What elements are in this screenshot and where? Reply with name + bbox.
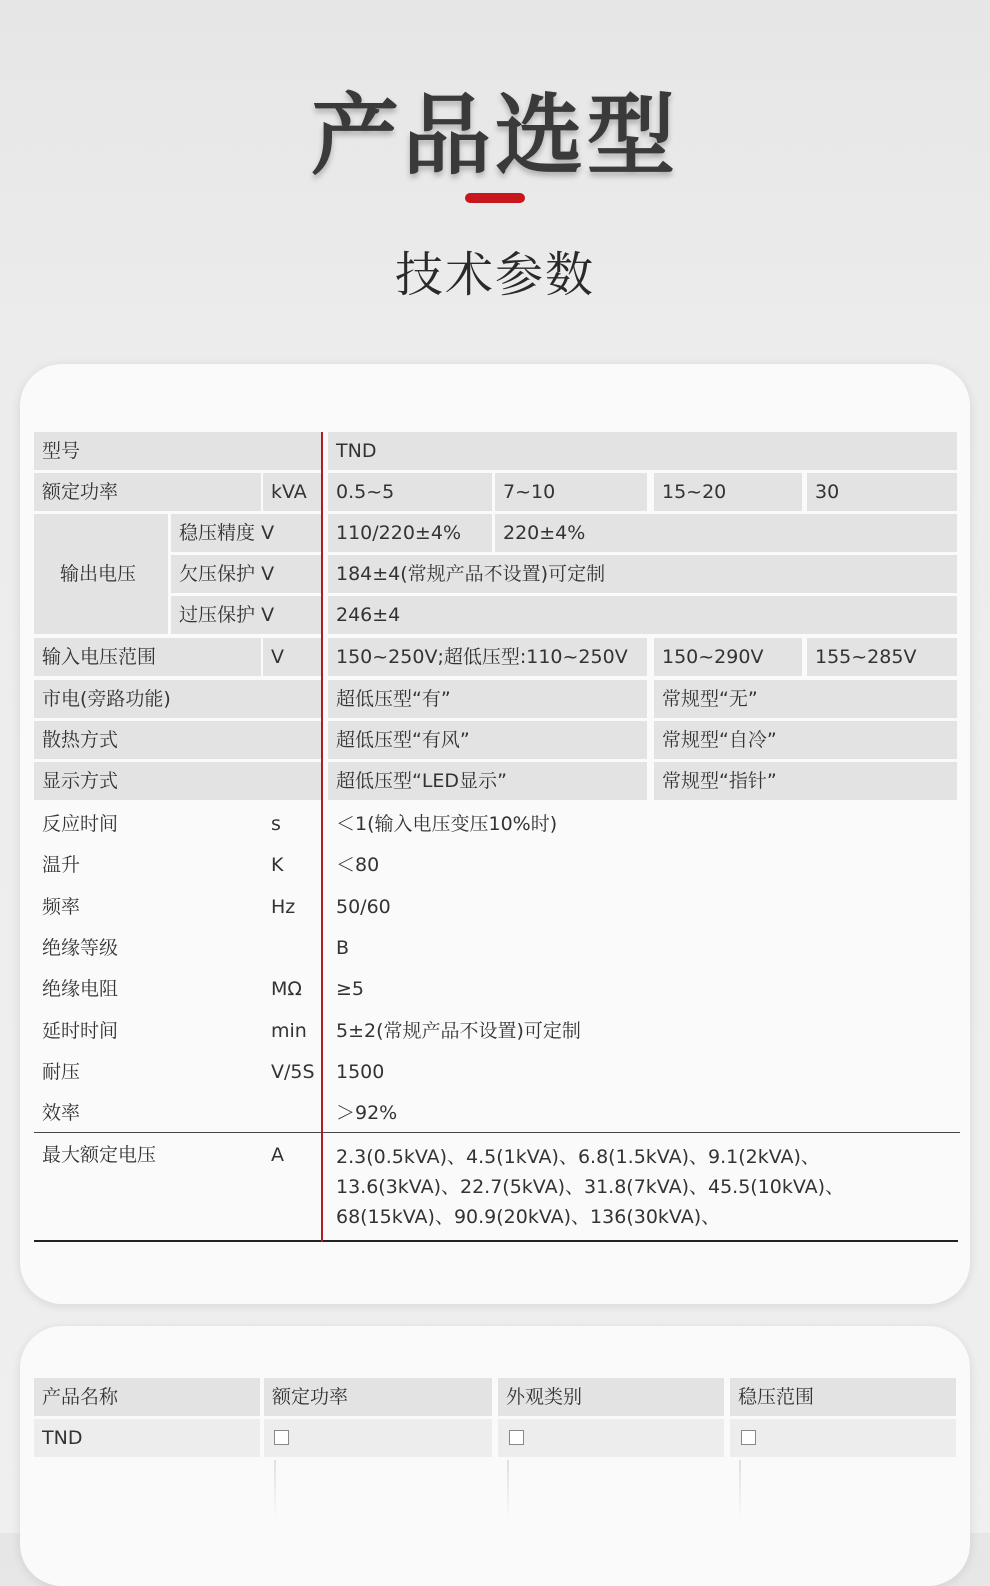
insulation-resistance-unit: MΩ — [271, 978, 302, 1000]
cooling-label: 散热方式 — [34, 721, 321, 759]
overvoltage-protection-value: 246±4 — [328, 596, 957, 634]
rated-power-value: 0.5~5 — [328, 473, 492, 511]
efficiency-value: ＞92% — [336, 1102, 398, 1124]
row-product-name: TND — [34, 1419, 260, 1457]
input-range-value: 150~250V;超低压型:110~250V — [328, 638, 647, 676]
regulation-range-checkbox[interactable] — [741, 1430, 756, 1445]
delay-time-value: 5±2(常规产品不设置)可定制 — [336, 1020, 581, 1042]
display-label: 显示方式 — [34, 762, 321, 800]
efficiency-label: 效率 — [42, 1102, 81, 1124]
max-rated-unit: A — [271, 1144, 284, 1166]
model-label: 型号 — [34, 432, 321, 470]
response-time-value: ＜1(输入电压变压10%时) — [336, 813, 558, 835]
input-range-label: 输入电压范围 — [34, 638, 261, 676]
page-subtitle: 技术参数 — [394, 247, 595, 303]
model-value: TND — [328, 432, 957, 470]
input-range-unit: V — [263, 638, 321, 676]
regulation-accuracy-label: 稳压精度 V — [171, 514, 321, 552]
table-column-rule — [321, 432, 323, 1242]
regulation-accuracy-value: 220±4% — [495, 514, 957, 552]
column-guide — [507, 1460, 509, 1520]
undervoltage-protection-value: 184±4(常规产品不设置)可定制 — [328, 555, 957, 593]
bypass-value: 常规型“无” — [654, 680, 957, 718]
insulation-class-value: B — [336, 937, 350, 959]
display-value: 超低压型“LED显示” — [328, 762, 647, 800]
bypass-value: 超低压型“有” — [328, 680, 647, 718]
frequency-unit: Hz — [271, 896, 296, 918]
withstand-voltage-label: 耐压 — [42, 1061, 81, 1083]
column-guide — [274, 1460, 276, 1520]
row-regulation-range-cell — [730, 1419, 956, 1457]
table-bottom-border — [34, 1240, 958, 1242]
input-range-value: 150~290V — [654, 638, 802, 676]
output-voltage-label: 输出电压 — [34, 514, 168, 634]
undervoltage-protection-label: 欠压保护 V — [171, 555, 321, 593]
row-rated-power-cell — [264, 1419, 492, 1457]
appearance-checkbox[interactable] — [509, 1430, 524, 1445]
temperature-rise-unit: K — [271, 854, 284, 876]
title-accent-bar — [465, 193, 525, 203]
rated-power-value: 15~20 — [654, 473, 802, 511]
row-appearance-cell — [498, 1419, 724, 1457]
delay-time-unit: min — [271, 1020, 307, 1042]
rated-power-checkbox[interactable] — [274, 1430, 289, 1445]
frequency-value: 50/60 — [336, 896, 391, 918]
header-rated-power: 额定功率 — [264, 1378, 492, 1416]
delay-time-label: 延时时间 — [42, 1020, 119, 1042]
overvoltage-protection-label: 过压保护 V — [171, 596, 321, 634]
insulation-resistance-value: ≥5 — [336, 978, 365, 1000]
rated-power-unit: kVA — [263, 473, 321, 511]
response-time-unit: s — [271, 813, 281, 835]
cooling-value: 常规型“自冷” — [654, 721, 957, 759]
response-time-label: 反应时间 — [42, 813, 119, 835]
insulation-class-label: 绝缘等级 — [42, 937, 119, 959]
page-title: 产品选型 — [310, 84, 679, 187]
table-divider — [34, 1132, 960, 1133]
bypass-label: 市电(旁路功能) — [34, 680, 321, 718]
regulation-accuracy-value: 110/220±4% — [328, 514, 492, 552]
rated-power-value: 7~10 — [495, 473, 647, 511]
column-guide — [739, 1460, 741, 1520]
rated-power-label: 额定功率 — [34, 473, 261, 511]
max-rated-value: 2.3(0.5kVA)、4.5(1kVA)、6.8(1.5kVA)、9.1(2kVA)、 13.6(3kVA)、22.7(5kVA)、31.8(7kVA)、45.5(10kVA)、 68(15kVA)、90.9(20kVA)、136(30kVA)、 — [336, 1146, 845, 1228]
header-product-name: 产品名称 — [34, 1378, 260, 1416]
temperature-rise-value: ＜80 — [336, 854, 380, 876]
withstand-voltage-unit: V/5S — [271, 1061, 315, 1083]
max-rated-label: 最大额定电压 — [42, 1144, 157, 1166]
header-regulation-range: 稳压范围 — [730, 1378, 956, 1416]
cooling-value: 超低压型“有风” — [328, 721, 647, 759]
withstand-voltage-value: 1500 — [336, 1061, 385, 1083]
temperature-rise-label: 温升 — [42, 854, 81, 876]
input-range-value: 155~285V — [807, 638, 957, 676]
rated-power-value: 30 — [807, 473, 957, 511]
header-appearance: 外观类别 — [498, 1378, 724, 1416]
display-value: 常规型“指针” — [654, 762, 957, 800]
insulation-resistance-label: 绝缘电阻 — [42, 978, 119, 1000]
frequency-label: 频率 — [42, 896, 81, 918]
